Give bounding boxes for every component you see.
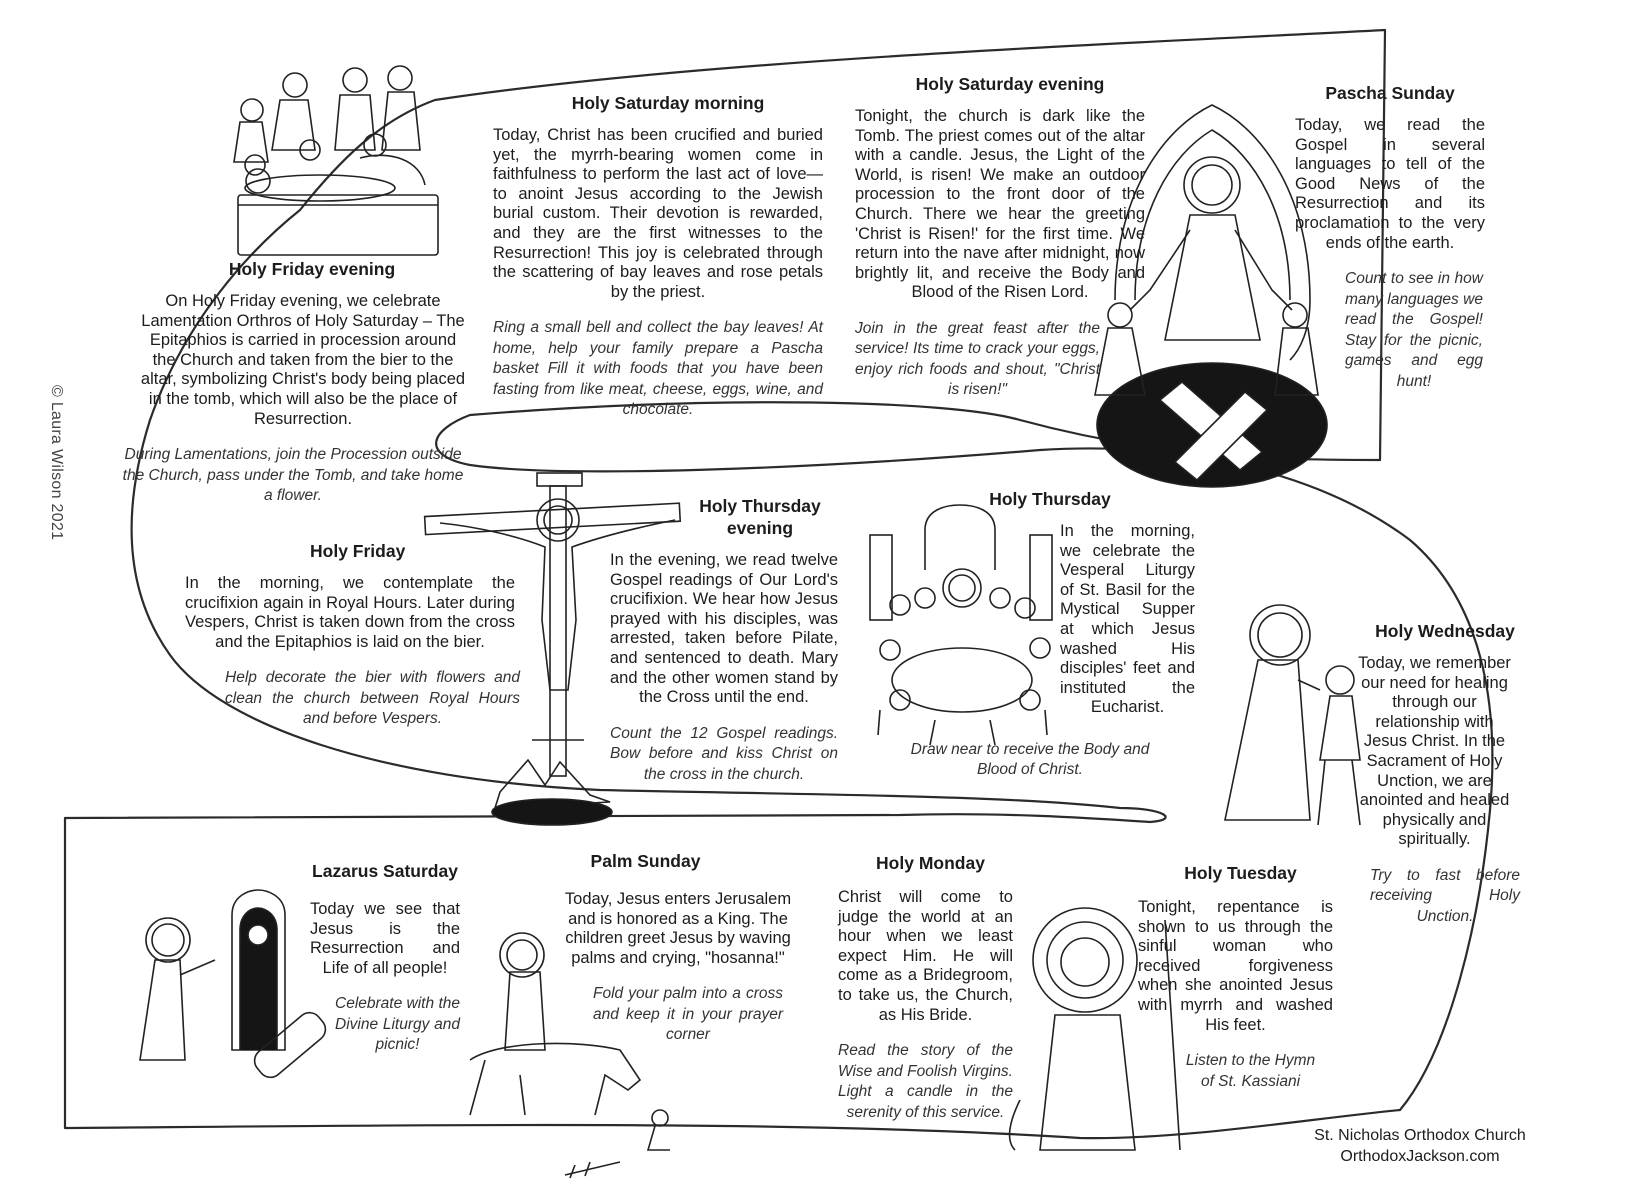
footer	[1290, 1125, 1550, 1167]
section-title: Holy Wednesday	[1375, 621, 1515, 641]
section-tip: Count the 12 Gospel readings. Bow before and kiss Christ on the cross in the church.	[610, 724, 838, 783]
section-tip: Help decorate the bier with flowers and clean the church between Royal Hours and before Vespers.	[225, 669, 520, 728]
section-pascha-sunday	[1295, 82, 1485, 392]
section-holy-friday-evening	[122, 258, 468, 507]
section-body: Today we see that Jesus is the Resurrection and Life of all people!	[310, 900, 460, 977]
section-holy-saturday-evening	[855, 73, 1145, 401]
section-title: Holy Friday	[310, 541, 406, 561]
church-website[interactable]: OrthodoxJackson.com	[1340, 1148, 1500, 1165]
section-holy-tuesday	[1138, 862, 1333, 1092]
holy-unction-icon	[1225, 605, 1360, 825]
section-title: Holy Monday	[876, 853, 985, 873]
section-body: Today, we read the Gospel in several languages to tell of the Good News of the Resurrection and its proclamation to the very ends of the earth.	[1295, 116, 1485, 252]
section-palm-sunday	[558, 850, 798, 1046]
section-tip: Try to fast before receiving Holy Unction.	[1370, 866, 1520, 925]
section-body: Today, Jesus enters Jerusalem and is honored as a King. The children greet Jesus by waving palms and crying, "hosanna!"	[564, 890, 792, 967]
section-title: Holy Thursday evening	[699, 496, 821, 538]
section-tip: Ring a small bell and collect the bay leaves! At home, help your family prepare a Pascha basket Fill it with foods that you have been fasting from like meat, cheese, eggs, wine, and chocolate.	[493, 319, 823, 419]
section-body: In the morning, we contemplate the crucifixion again in Royal Hours. Later during Vespers, Christ is taken down from the cross and the Epitaphios is laid on the bier.	[185, 574, 515, 651]
section-tip: Fold your palm into a cross and keep it in your prayer corner	[593, 985, 783, 1044]
raising-of-lazarus-icon	[140, 890, 330, 1082]
section-holy-monday	[838, 852, 1013, 1123]
section-tip: Listen to the Hymn of St. Kassiani	[1185, 1052, 1316, 1090]
section-body: Today, we remember our need for healing through our relationship with Jesus Christ. In the Sacrament of Holy Unction, we are anointed and healed physically and spiritually.	[1358, 654, 1511, 849]
section-title: Holy Saturday evening	[915, 74, 1105, 94]
section-lazarus-saturday	[310, 860, 460, 1056]
section-tip: Celebrate with the Divine Liturgy and picnic!	[335, 995, 460, 1054]
section-title: Holy Thursday	[989, 489, 1111, 509]
section-tip: Join in the great feast after the service! Its time to crack your eggs, enjoy rich foods and shout, "Christ is risen!"	[855, 319, 1100, 399]
section-holy-wednesday	[1358, 620, 1520, 927]
copyright-notice: © Laura Wilson 2021	[48, 385, 65, 541]
section-holy-saturday-morning	[493, 92, 823, 421]
section-title: Holy Friday evening	[228, 259, 396, 279]
section-title: Holy Tuesday	[1184, 863, 1297, 883]
section-title: Lazarus Saturday	[312, 861, 458, 881]
section-title: Holy Saturday morning	[571, 93, 765, 113]
section-holy-friday	[185, 540, 520, 730]
section-body: Christ will come to judge the world at an hour when we least expect Him. He will come as a Bridegroom, to take us, the Church, as His Bride.	[838, 888, 1013, 1024]
section-body: In the morning, we celebrate the Vesperal Liturgy of St. Basil for the Mystical Supper at which Jesus washed His disciples' feet and instituted the Eucharist.	[1060, 522, 1195, 717]
section-title: Pascha Sunday	[1325, 83, 1455, 103]
church-name: St. Nicholas Orthodox Church	[1314, 1127, 1526, 1144]
section-holy-thursday	[905, 488, 1195, 781]
section-tip: Draw near to receive the Body and Blood of Christ.	[910, 740, 1150, 779]
section-body: Today, Christ has been crucified and buried yet, the myrrh-bearing women come in faithfulness to perform the last act of love—to anoint Jesus according to the Jewish burial custom. Their devotion is rewarded, and they are the first witnesses to the Resurrection! This joy is celebrated through the scattering of bay leaves and rose petals by the priest.	[493, 126, 823, 301]
section-tip: Count to see in how many languages we read the Gospel! Stay for the picnic, games and egg hunt!	[1345, 270, 1483, 390]
section-title: Palm Sunday	[590, 851, 701, 871]
entombment-icon	[234, 66, 438, 255]
section-body: In the evening, we read twelve Gospel readings of Our Lord's crucifixion. We hear how Jesus prayed with his disciples, was arrested, taken before Pilate, and sentenced to death. Mary and the other women stand by the Cross until the end.	[610, 551, 838, 707]
section-body: Tonight, repentance is shown to us through the sinful woman who received forgiveness when she anointed Jesus with myrrh and washed His feet.	[1138, 898, 1333, 1034]
section-tip: During Lamentations, join the Procession outside the Church, pass under the Tomb, and take home a flower.	[122, 446, 464, 505]
section-holy-thursday-evening	[610, 495, 838, 785]
section-body: Tonight, the church is dark like the Tomb. The priest comes out of the altar with a candle. Jesus, the Light of the World, is risen! We make an outdoor procession to the front door of the Church. There we hear the greeting 'Christ is Risen!' for the first time. We return into the nave after midnight, now brightly lit, and receive the Body and Blood of the Risen Lord.	[855, 107, 1145, 302]
section-tip: Read the story of the Wise and Foolish Virgins. Light a candle in the serenity of this service.	[838, 1042, 1013, 1121]
section-body: On Holy Friday evening, we celebrate Lamentation Orthros of Holy Saturday – The Epitaphios is carried in procession around the Church and taken from the bier to the altar, symbolizing Christ's body being placed in the tomb, which will also be the place of Resurrection.	[140, 292, 466, 428]
